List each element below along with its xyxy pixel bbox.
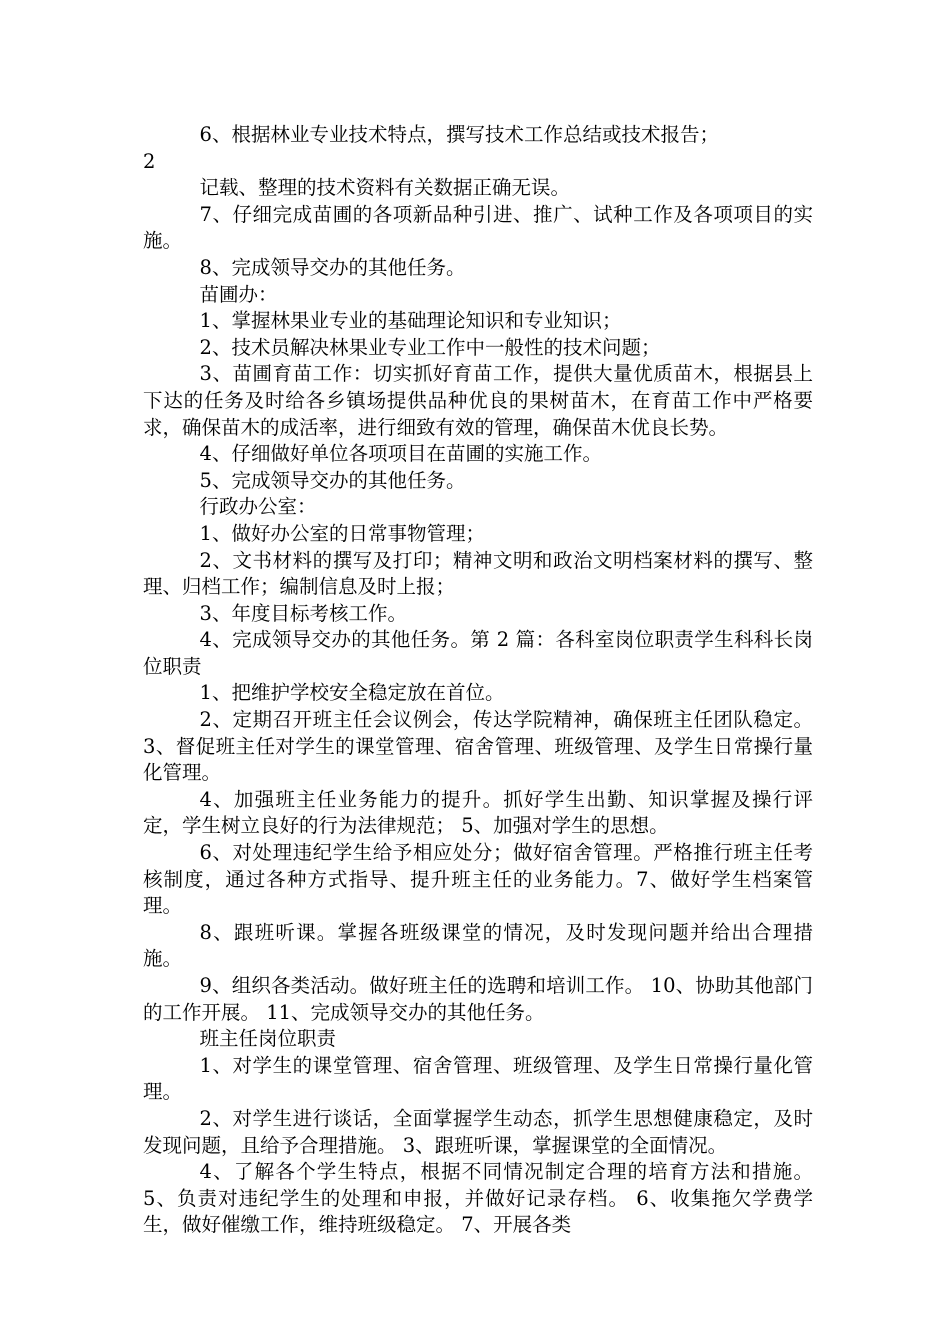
paragraph: 2、对学生进行谈话，全面掌握学生动态，抓学生思想健康稳定，及时发现问题，且给予合理措施。 3、跟班听课，掌握课堂的全面情况。 — [143, 1106, 813, 1157]
document-body — [143, 122, 820, 1239]
paragraph: 2、技术员解决林果业专业工作中一般性的技术问题； — [199, 335, 661, 359]
paragraph: 8、跟班听课。掌握各班级课堂的情况，及时发现问题并给出合理措施。 — [143, 920, 813, 971]
paragraph: 1、把维护学校安全稳定放在首位。 — [199, 681, 505, 705]
paragraph: 8、完成领导交办的其他任务。 — [199, 255, 466, 279]
paragraph: 1、掌握林果业专业的基础理论知识和专业知识； — [199, 309, 622, 333]
paragraph: 6、根据林业专业技术特点，撰写技术工作总结或技术报告； — [199, 123, 719, 146]
paragraph: 3、苗圃育苗工作：切实抓好育苗工作，提供大量优质苗木，根据县上下达的任务及时给各乡镇场提供品种优良的果树苗木，在育苗工作中严格要求，确保苗木的成活率，进行细致有效的管理，确保苗木优良长势。 — [143, 362, 813, 439]
paragraph: 7、仔细完成苗圃的各项新品种引进、推广、试种工作及各项项目的实施。 — [143, 202, 813, 253]
paragraph: 5、完成领导交办的其他任务。 — [199, 468, 466, 492]
section-heading: 行政办公室： — [199, 495, 317, 519]
page-number: 2 — [143, 149, 156, 173]
paragraph: 记载、整理的技术资料有关数据正确无误。 — [199, 176, 571, 200]
paragraph: 4、完成领导交办的其他任务。第 2 篇：各科室岗位职责学生科科长岗位职责 — [143, 628, 813, 678]
paragraph: 1、做好办公室的日常事物管理； — [199, 521, 485, 545]
section-heading: 班主任岗位职责 — [199, 1027, 337, 1051]
paragraph: 6、对处理违纪学生给予相应处分；做好宿舍管理。严格推行班主任考核制度，通过各种方式指导、提升班主任的业务能力。7、做好学生档案管理。 — [143, 841, 813, 918]
paragraph: 3、年度目标考核工作。 — [199, 601, 407, 625]
paragraph: 1、对学生的课堂管理、宿舍管理、班级管理、及学生日常操行量化管理。 — [143, 1053, 813, 1104]
paragraph: 4、了解各个学生特点，根据不同情况制定合理的培育方法和措施。 5、负责对违纪学生的处理和申报，并做好记录存档。 6、收集拖欠学费学生，做好催缴工作，维持班级稳定。 7、开展各类 — [143, 1160, 820, 1237]
paragraph: 9、组织各类活动。做好班主任的选聘和培训工作。 10、协助其他部门的工作开展。 11、完成领导交办的其他任务。 — [143, 974, 813, 1024]
paragraph: 2、定期召开班主任会议例会，传达学院精神，确保班主任团队稳定。 3、督促班主任对学生的课堂管理、宿舍管理、班级管理、及学生日常操行量化管理。 — [143, 708, 820, 785]
paragraph: 4、仔细做好单位各项项目在苗圃的实施工作。 — [199, 442, 602, 466]
section-heading: 苗圃办： — [199, 282, 278, 306]
paragraph: 2、文书材料的撰写及打印；精神文明和政治文明档案材料的撰写、整理、归档工作；编制信息及时上报； — [143, 548, 813, 599]
paragraph: 4、加强班主任业务能力的提升。抓好学生出勤、知识掌握及操行评定，学生树立良好的行为法律规范； 5、加强对学生的思想。 — [143, 787, 813, 838]
